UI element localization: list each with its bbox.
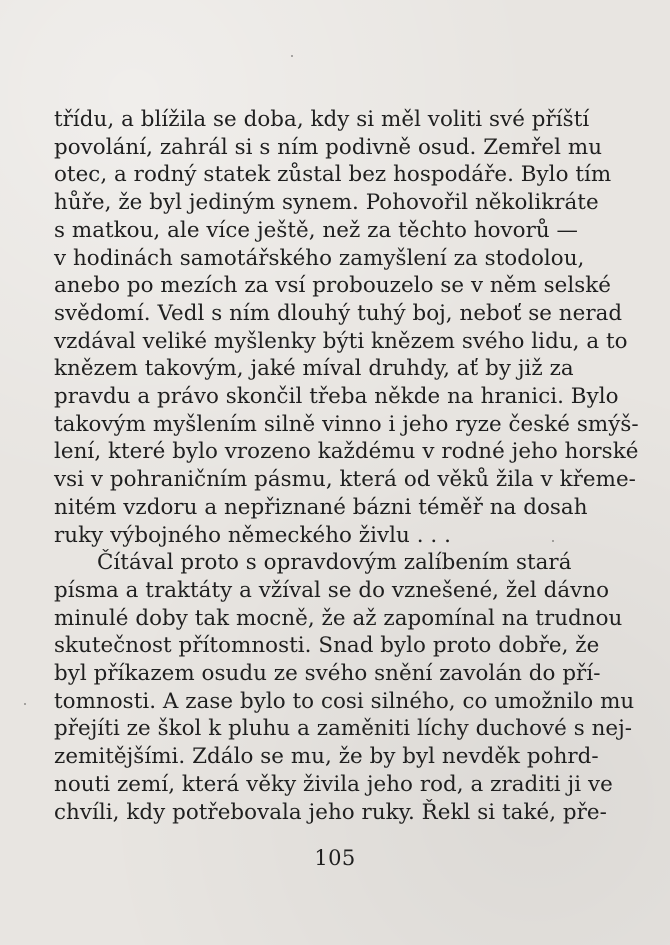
text-line: vsi v pohraničním pásmu, která od věků žila v křeme- [54, 467, 636, 493]
text-line: svědomí. Vedl s ním dlouhý tuhý boj, neboť se nerad [54, 300, 623, 326]
text-line: otec, a rodný statek zůstal bez hospodáře. Bylo tím [54, 162, 612, 188]
paper-speck [552, 540, 554, 542]
text-line: anebo po mezích za vsí probouzelo se v něm selské [54, 273, 612, 299]
text-line: chvíli, kdy potřebovala jeho ruky. Řekl si také, pře- [54, 799, 607, 825]
text-line: s matkou, ale více ještě, než za těchto hovorů — [54, 217, 578, 243]
text-line: v hodinách samotářského zamyšlení za stodolou, [54, 245, 585, 271]
text-line: minulé doby tak mocně, že až zapomínal na trudnou [54, 605, 623, 631]
text-line: písma a traktáty a vžíval se do vznešené, žel dávno [54, 577, 610, 603]
text-line: nouti zemí, která věky živila jeho rod, a zraditi ji ve [54, 771, 613, 797]
text-line: ruky výbojného německého živlu . . . [54, 522, 451, 548]
body-text [54, 106, 639, 826]
text-line: skutečnost přítomnosti. Snad bylo proto dobře, že [54, 633, 600, 659]
page-number: 105 [314, 846, 356, 870]
text-line: přejíti ze škol k pluhu a zaměniti líchy duchové s nej- [54, 716, 633, 742]
paper-speck [24, 703, 26, 705]
text-line: knězem takovým, jaké míval druhdy, ať by již za [54, 356, 574, 382]
text-line: zemitějšími. Zdálo se mu, že by byl nevděk pohrd- [54, 744, 599, 770]
text-line: tomnosti. A zase bylo to cosi silného, co umožnilo mu [54, 688, 635, 714]
text-line: povolání, zahrál si s ním podivně osud. Zemřel mu [54, 134, 603, 160]
text-line: nitém vzdoru a nepřiznané bázni téměř na dosah [54, 494, 588, 520]
text-line: takovým myšlením silně vinno i jeho ryze české smýš- [54, 411, 639, 437]
text-line: hůře, že byl jediným synem. Pohovořil několikráte [54, 190, 599, 216]
text-line: byl příkazem osudu ze svého snění zavolán do pří- [54, 661, 601, 687]
text-line: pravdu a právo skončil třeba někde na hranici. Bylo [54, 384, 619, 410]
paper-speck [291, 55, 293, 57]
text-line: vzdával veliké myšlenky býti knězem svého lidu, a to [54, 328, 628, 354]
text-line: Čítával proto s opravdovým zalíbením stará [97, 550, 572, 576]
text-line: třídu, a blížila se doba, kdy si měl voliti své příští [54, 107, 590, 132]
text-line: lení, které bylo vrozeno každému v rodné jeho horské [54, 439, 639, 465]
